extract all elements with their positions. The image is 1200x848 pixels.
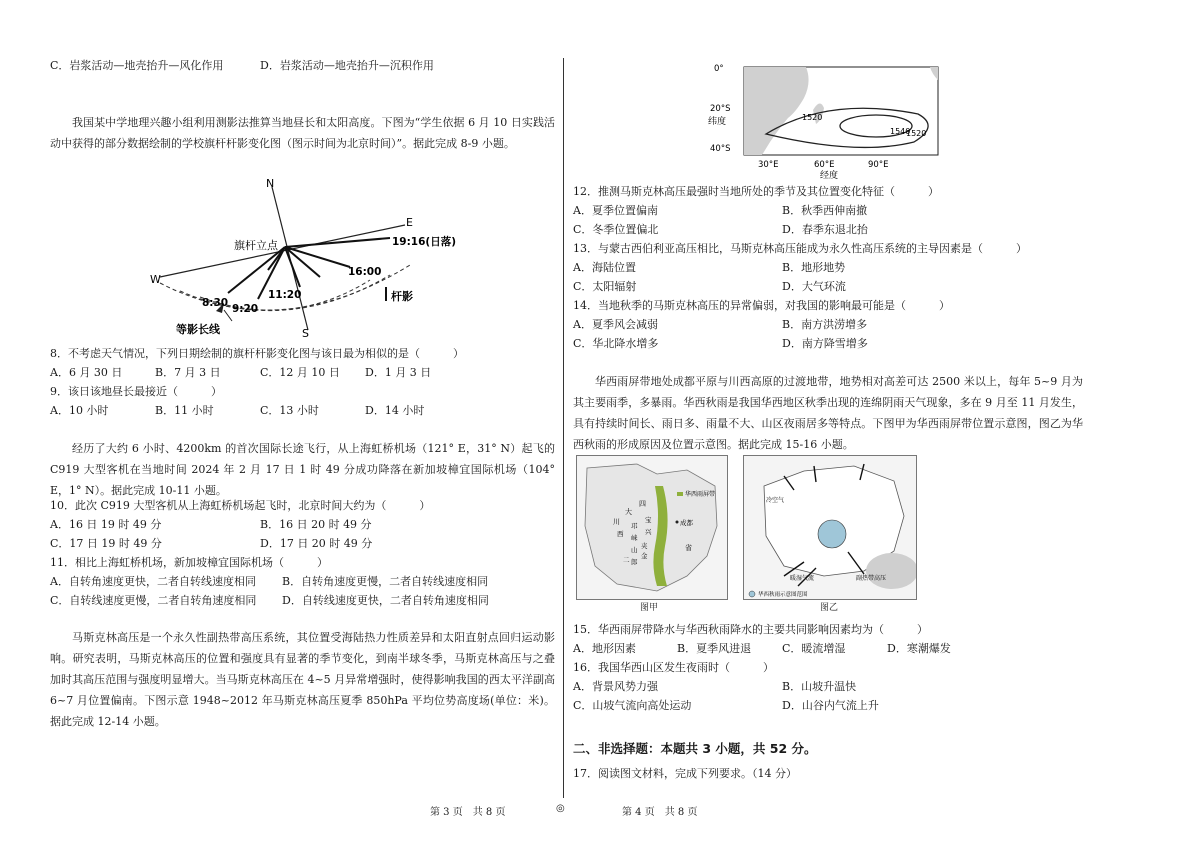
contour-pointer (224, 310, 232, 321)
contour-label-1520-west: 1520 (802, 113, 823, 122)
label-1916: 19:16(日落) (392, 236, 457, 248)
figure-yi (743, 455, 917, 600)
q15-option-b[interactable]: B．夏季风进退 (677, 642, 752, 655)
intro-15-16: 华西雨屏带地处成都平原与川西高原的过渡地带，地势相对高差可达 2500 米以上，每年 5~9 月为其主要雨季，多暴雨。华西秋雨是我国华西地区秋季出现的连绵阴雨天气现象，多在 9 月至 11 月发生，具有持续时间长、雨日多、雨量不大、山区夜雨居多等特点。下图甲为华西雨屏带位置示意图，图乙为华西秋雨的形成原因及位置示意图。据此完成 15-16 小题。 (573, 375, 1083, 451)
intro-8-9: 我国某中学地理兴趣小组利用测影法推算当地昼长和太阳高度。下图为“学生依据 6 月 10 日实践活动中获得的部分数据绘制的学校旗杆杆影变化图（图示时间为北京时间）”。据此完成 8-9 小题。 (50, 116, 555, 150)
q17-stem: 17．阅读图文材料，完成下列要求。（14 分） (573, 767, 797, 780)
q10-option-b[interactable]: B．16 日 20 时 49 分 (260, 518, 372, 531)
chengdu-label: 成都 (680, 519, 693, 527)
label-jia: 夹 (641, 542, 648, 550)
footer-left-page: 第 3 页 共 8 页 (430, 807, 506, 818)
q15-stem: 15．华西雨屏带降水与华西秋雨降水的主要共同影响因素均为（ ） (573, 623, 928, 636)
q11-stem: 11．相比上海虹桥机场，新加坡樟宜国际机场（ ） (50, 556, 328, 569)
label-xi: 西 (617, 530, 624, 538)
q12-option-b[interactable]: B．秋季西伸南撤 (782, 204, 868, 217)
q9-stem: 9．该日该地昼长最接近（ ） (50, 385, 222, 398)
q8-option-b[interactable]: B．7 月 3 日 (155, 366, 221, 379)
q11-option-b[interactable]: B．自转角速度更慢，二者自转线速度相同 (282, 575, 489, 588)
q11-option-c[interactable]: C．自转线速度更慢，二者自转角速度相同 (50, 594, 257, 607)
label-shan: 山 (631, 546, 638, 554)
label-920: 9:20 (232, 303, 259, 315)
q12-stem: 12．推测马斯克林高压最强时当地所处的季节及其位置变化特征（ ） (573, 185, 939, 198)
label-jin: 金 (641, 552, 648, 560)
q13-option-d[interactable]: D．大气环流 (782, 280, 846, 293)
label-qiong: 邛 (631, 522, 638, 530)
autumn-rain-zone (818, 520, 846, 548)
lon-30e: 30°E (758, 160, 779, 170)
q8-option-d[interactable]: D．1 月 3 日 (365, 366, 432, 379)
q15-option-c[interactable]: C．暖流增湿 (782, 642, 846, 655)
q8-option-a[interactable]: A．6 月 30 日 (50, 366, 123, 379)
q12-option-a[interactable]: A．夏季位置偏南 (573, 204, 658, 217)
subtropical-high-zone (866, 553, 916, 589)
q13-option-b[interactable]: B．地形地势 (782, 261, 846, 274)
lon-axis-label: 经度 (820, 171, 839, 180)
footer-mark: ◎ (556, 803, 565, 814)
q9-option-b[interactable]: B．11 小时 (155, 404, 214, 417)
q16-option-b[interactable]: B．山坡升温快 (782, 680, 857, 693)
label-sheng: 省 (685, 544, 692, 552)
label-er: 二 (623, 556, 630, 564)
q13-option-c[interactable]: C．太阳辐射 (573, 280, 637, 293)
q7-option-d: D．岩浆活动—地壳抬升—沉积作用 (260, 59, 434, 72)
legend-label: 华西雨屏带 (685, 491, 716, 498)
caption-jia: 图甲 (640, 603, 659, 613)
lat-axis-label: 纬度 (708, 117, 727, 127)
shadow-830 (228, 247, 285, 293)
flagpole-shadow-figure (140, 175, 460, 340)
legend-icon (749, 591, 755, 597)
q12-option-c[interactable]: C．冬季位置偏北 (573, 223, 659, 236)
label-chuan: 川 (613, 518, 620, 526)
q16-option-c[interactable]: C．山坡气流向高处运动 (573, 699, 692, 712)
figure-jia (576, 455, 728, 600)
legend-swatch (677, 492, 683, 496)
column-divider (563, 58, 564, 798)
q8-option-c[interactable]: C．12 月 10 日 (260, 366, 340, 379)
q10-option-c[interactable]: C．17 日 19 时 49 分 (50, 537, 162, 550)
q8-stem: 8．不考虑天气情况，下列日期绘制的旗杆杆影变化图与该日最为相似的是（ ） (50, 347, 464, 360)
contour-label-1540: 1540 (890, 127, 911, 136)
q9-option-d[interactable]: D．14 小时 (365, 404, 425, 417)
label-lang: 郎 (631, 558, 638, 566)
q15-option-d[interactable]: D．寒潮爆发 (887, 642, 951, 655)
subtropical-label: 副热带高压 (856, 575, 887, 582)
label-830: 8:30 (202, 297, 229, 309)
q16-stem: 16．我国华西山区发生夜雨时（ ） (573, 661, 774, 674)
lat-20s: 20°S (710, 104, 731, 114)
label-pole: 旗杆立点 (234, 239, 278, 252)
footer-right-page: 第 4 页 共 8 页 (622, 807, 698, 818)
q16-option-a[interactable]: A．背景风势力强 (573, 680, 658, 693)
label-bao: 宝 (645, 516, 652, 524)
mascarene-map (708, 60, 948, 180)
q10-option-a[interactable]: A．16 日 19 时 49 分 (50, 518, 162, 531)
q10-option-d[interactable]: D．17 日 20 时 49 分 (260, 537, 373, 550)
contour-label-1520-east: 1520 (906, 129, 927, 138)
label-west: W (150, 273, 161, 286)
label-north: N (266, 177, 275, 190)
shadow-1600 (285, 247, 350, 267)
label-south: S (302, 327, 309, 340)
lon-90e: 90°E (868, 160, 889, 170)
q15-option-a[interactable]: A．地形因素 (573, 642, 636, 655)
intro-10-11: 经历了大约 6 小时、4200km 的首次国际长途飞行，从上海虹桥机场（121° E，31° N）起飞的 C919 大型客机在当地时间 2024 年 2 月 17 日 1 时 49 分成功降落在新加坡樟宜国际机场（104° E，1° N）。据此完成 10-11 小题。 (50, 442, 555, 497)
lat-40s: 40°S (710, 144, 731, 154)
q11-option-a[interactable]: A．自转角速度更快，二者自转线速度相同 (50, 575, 256, 588)
q11-option-d[interactable]: D．自转线速度更快，二者自转角速度相同 (282, 594, 489, 607)
q14-option-c[interactable]: C．华北降水增多 (573, 337, 659, 350)
q12-option-d[interactable]: D．春季东退北抬 (782, 223, 868, 236)
q16-option-d[interactable]: D．山谷内气流上升 (782, 699, 879, 712)
label-1120: 11:20 (268, 289, 302, 301)
label-contour: 等影长线 (176, 323, 220, 336)
q9-option-a[interactable]: A．10 小时 (50, 404, 109, 417)
warm-air-label: 暖湿气流 (790, 575, 815, 582)
chengdu-dot (676, 521, 679, 524)
lon-60e: 60°E (814, 160, 835, 170)
label-xing: 兴 (645, 528, 652, 536)
label-shadow: 杆影 (391, 290, 413, 303)
label-east: E (406, 216, 413, 229)
label-1600: 16:00 (348, 266, 382, 278)
cold-air-label: 冷空气 (766, 497, 785, 504)
label-si: 四 (639, 500, 646, 508)
q10-stem: 10．此次 C919 大型客机从上海虹桥机场起飞时，北京时间大约为（ ） (50, 499, 431, 512)
label-lai: 崃 (631, 534, 638, 542)
intro-12-14: 马斯克林高压是一个永久性副热带高压系统，其位置受海陆热力性质差异和太阳直射点回归运动影响。研究表明，马斯克林高压的位置和强度具有显著的季节变化，到南半球冬季，马斯克林高压与之叠加时其高压范围与强度明显增大。当马斯克林高压在 4~5 月异常增强时，使得影响我国的西太平洋副高 6~7 月位置偏南。下图示意 1948~2012 年马斯克林高压夏季 850hPa 平均位势高度场(单位：米)。据此完成 12-14 小题。 (50, 631, 555, 728)
label-da: 大 (625, 508, 632, 516)
section-2-heading: 二、非选择题：本题共 3 小题，共 52 分。 (573, 741, 817, 756)
caption-yi: 图乙 (820, 603, 839, 613)
q14-option-d[interactable]: D．南方降雪增多 (782, 337, 868, 350)
q13-stem: 13．与蒙古西伯利亚高压相比，马斯克林高压能成为永久性高压系统的主导因素是（ ） (573, 242, 1027, 255)
q13-option-a[interactable]: A．海陆位置 (573, 261, 636, 274)
q14-stem: 14．当地秋季的马斯克林高压的异常偏弱，对我国的影响最可能是（ ） (573, 299, 950, 312)
q14-option-b[interactable]: B．南方洪涝增多 (782, 318, 868, 331)
q9-option-c[interactable]: C．13 小时 (260, 404, 319, 417)
q14-option-a[interactable]: A．夏季风会减弱 (573, 318, 658, 331)
lat-0: 0° (714, 64, 724, 74)
legend-label: 华西秋雨示意图范围 (758, 592, 808, 598)
q7-option-c: C．岩浆活动—地壳抬升—风化作用 (50, 59, 224, 72)
